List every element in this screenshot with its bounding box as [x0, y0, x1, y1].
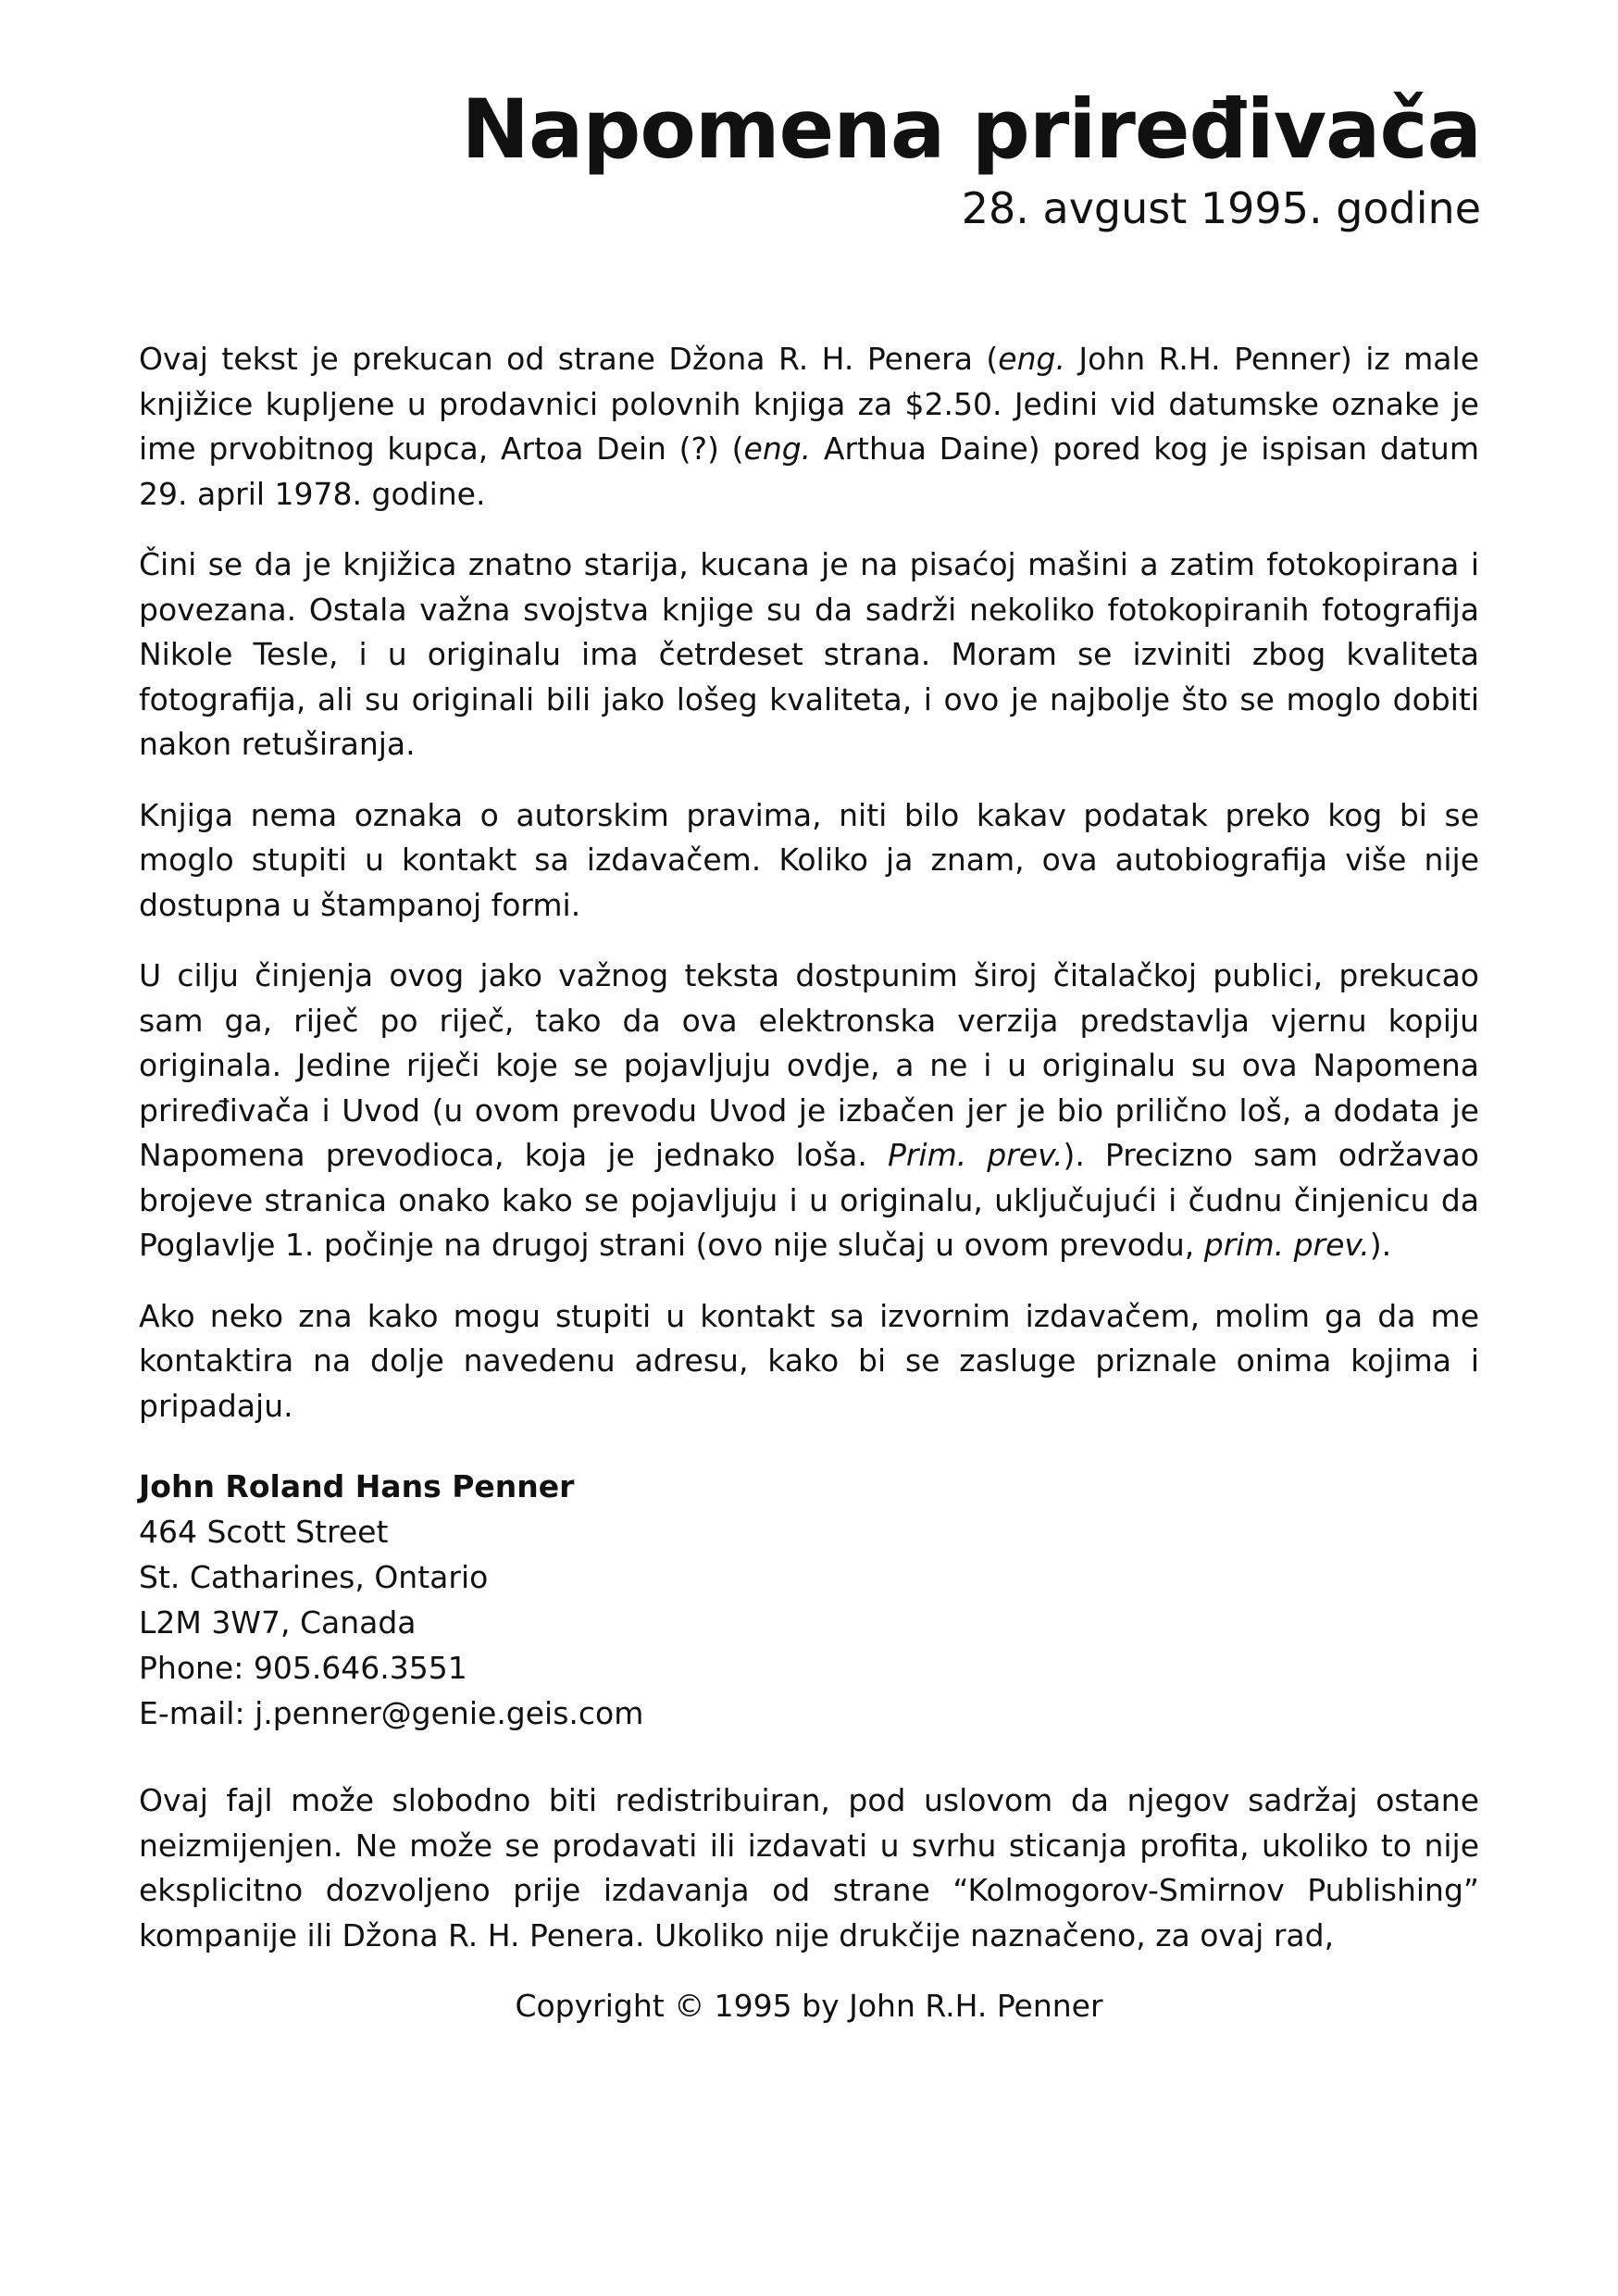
- contact-postal: L2M 3W7, Canada: [139, 1604, 417, 1641]
- paragraph-4-text-b: ). Precizno sam održavao brojeve stranica onako kako se pojavljuju i u originalu, uključujući i čudnu činjenicu da Poglavlje 1. počinje na drugoj strani (ovo nije slučaj u ovom prevodu,: [139, 1137, 1479, 1263]
- paragraph-1-emphasis-a: eng.: [998, 341, 1065, 377]
- paragraph-2: Čini se da je knjižica znatno starija, kucana je na pisaćoj mašini a zatim fotokopirana i povezana. Ostala važna svojstva knjige su da sadrži nekoliko fotokopiranih fotografija Nikole Tesle, i u originalu ima četrdeset strana. Moram se izviniti zbog kvaliteta fotografija, ali su originali bili jako lošeg kvaliteta, i ovo je najbolje što se moglo dobiti nakon retuširanja.: [139, 546, 1479, 762]
- contact-phone: Phone: 905.646.3551: [139, 1650, 467, 1686]
- paragraph-4-emphasis-b: prim. prev.: [1203, 1227, 1370, 1263]
- paragraph-1-emphasis-b: eng.: [743, 430, 812, 467]
- paragraph-4-text-a: U cilju činjenja ovog jako važnog teksta dostpunim široj čitalačkoj publici, prekucao sam ga, riječ po riječ, tako da ova elektronska verzija predstavlja vjernu kopiju originala. Jedine riječi koje se pojavljuju ovdje, a ne i u originalu su ova Napomena priređivača i Uvod (u ovom prevodu Uvod je izbačen jer je bio prilično loš, a dodata je Napomena prevodioca, koja je jednako loša.: [139, 957, 1479, 1173]
- contact-email: E-mail: j.penner@genie.geis.com: [139, 1695, 644, 1731]
- paragraph-4-text-c: ).: [1369, 1227, 1392, 1263]
- page-header: [461, 81, 1481, 233]
- paragraph-4: [139, 954, 1479, 1268]
- paragraph-5: Ako neko zna kako mogu stupiti u kontakt sa izvornim izdavačem, molim ga da me kontaktira na dolje navedenu adresu, kako bi se zasluge priznale onima kojima i pripadaju.: [139, 1297, 1479, 1424]
- contact-city: St. Catharines, Ontario: [139, 1559, 489, 1595]
- license-paragraph: Ovaj fajl može slobodno biti redistribuiran, pod uslovom da njegov sadržaj ostane neizmijenjen. Ne može se prodavati ili izdavati u svrhu sticanja profita, ukoliko to nije eksplicitno dozvoljeno prije izdavanja od strane “Kolmogorov-Smirnov Publishing” kompanije ili Džona R. H. Penera. Ukoliko nije drukčije naznačeno, za ovaj rad,: [139, 1782, 1479, 1953]
- contact-address: [139, 1464, 1479, 1736]
- paragraph-3: Knjiga nema oznaka o autorskim pravima, niti bilo kakav podatak preko kog bi se moglo stupiti u kontakt sa izdavačem. Koliko ja znam, ova autobiografija više nije dostupna u štampanoj formi.: [139, 796, 1479, 923]
- paragraph-1-text-b: John R.H. Penner) iz male knjižice kupljene u prodavnici polovnih knjiga za $2.50. Jedini vid datumske oznake je ime prvobitnog kupca, Artoa Dein (?) (: [139, 341, 1479, 467]
- paragraph-1: [139, 337, 1479, 517]
- page-title: Napomena priređivača: [461, 81, 1481, 177]
- document-date: 28. avgust 1995. godine: [961, 183, 1481, 233]
- copyright-notice: Copyright © 1995 by John R.H. Penner: [515, 1988, 1103, 2024]
- document-body: [139, 337, 1479, 2029]
- contact-street: 464 Scott Street: [139, 1514, 389, 1550]
- paragraph-1-text-c: Arthua Daine) pored kog je ispisan datum 29. april 1978. godine.: [139, 430, 1479, 512]
- paragraph-4-emphasis-a: Prim. prev.: [887, 1137, 1064, 1173]
- contact-name: John Roland Hans Penner: [139, 1468, 575, 1504]
- paragraph-1-text-a: Ovaj tekst je prekucan od strane Džona R. H. Penera (: [139, 341, 999, 377]
